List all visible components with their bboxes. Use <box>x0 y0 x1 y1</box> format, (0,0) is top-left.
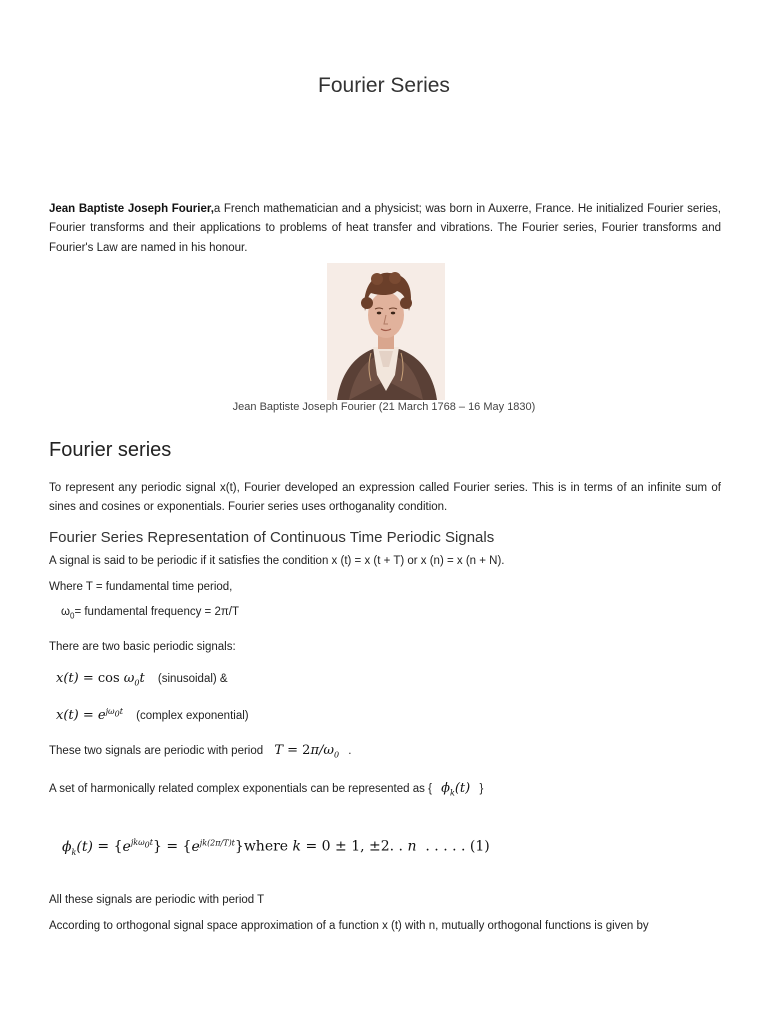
phi-k-symbol: $\phi_k(t)$ <box>441 781 471 798</box>
portrait-caption: Jean Baptiste Joseph Fourier (21 March 1768 – 16 May 1830) <box>232 401 536 413</box>
period-equation: $T = 2\pi/\omega_0$ <box>274 743 340 760</box>
orthogonal-approx-text: According to orthogonal signal space approximation of a function x (t) with n, mutually orthogonal functions is given by <box>49 920 649 932</box>
subsection-heading: Fourier Series Representation of Continuous Time Periodic Signals <box>49 529 495 546</box>
period-line: These two signals are periodic with period $T = 2\pi/\omega_0$ . <box>49 743 352 760</box>
omega-definition <box>61 606 239 620</box>
equation-number: . . . . . (1) <box>425 838 490 855</box>
complex-label: (complex exponential) <box>136 710 249 723</box>
intro-paragraph <box>49 200 721 258</box>
period-text: These two signals are periodic with period <box>49 745 264 757</box>
fourier-name: Jean Baptiste Joseph Fourier, <box>49 203 214 215</box>
omega-definition-text: = fundamental frequency = 2π/T <box>74 606 239 618</box>
equation-where-word: where <box>243 838 289 855</box>
sinusoidal-signal-line <box>56 671 228 688</box>
page-title: Fourier Series <box>318 74 450 97</box>
all-periodic-text: All these signals are periodic with period T <box>49 894 265 906</box>
harmonic-set-line <box>49 781 483 798</box>
periodic-condition-text: A signal is said to be periodic if it satisfies the condition x (t) = x (t + T) or x (n) = x (n + N). <box>49 555 505 567</box>
equation-1: $\phi_k(t) = \{e^{jk\omega_0t}\}$ = $\{e^{jk(2\pi/T)t}\}where$ k = 0 ± 1, ±2. . n . . . . . (1) <box>62 838 490 857</box>
complex-exponential-equation: $x(t) = e^{j\omega_0t}$ <box>56 707 123 724</box>
omega-subscript: 0 <box>69 611 75 621</box>
omega-symbol: ω <box>61 606 70 618</box>
intro-text: a French mathematician and a physicist; was born in Auxerre, France. He initialized Fourier series, Fourier transforms and their applications to problems of heat transfer and vibrations. The Fourier series, Fourier transforms and Fourier's Law are named in his honour. <box>49 203 721 254</box>
set-close-brace: } <box>479 783 484 795</box>
sinusoidal-label: (sinusoidal) & <box>157 673 228 685</box>
where-T-text: Where T = fundamental time period, <box>49 581 233 593</box>
two-basic-signals-text: There are two basic periodic signals: <box>49 641 236 653</box>
complex-signal-line <box>56 707 249 723</box>
fourier-series-paragraph: To represent any periodic signal x(t), Fourier developed an expression called Fourier series. This is in terms of an infinite sum of sines and cosines or exponentials. Fourier series uses orthoganality condition. <box>49 482 721 514</box>
section-heading: Fourier series <box>49 439 172 461</box>
harmonic-set-text: A set of harmonically related complex exponentials can be represented as { <box>49 783 432 795</box>
fourier-portrait <box>327 263 445 400</box>
sinusoidal-equation: $x(t) = \cos \omega_0t$ <box>56 671 145 688</box>
